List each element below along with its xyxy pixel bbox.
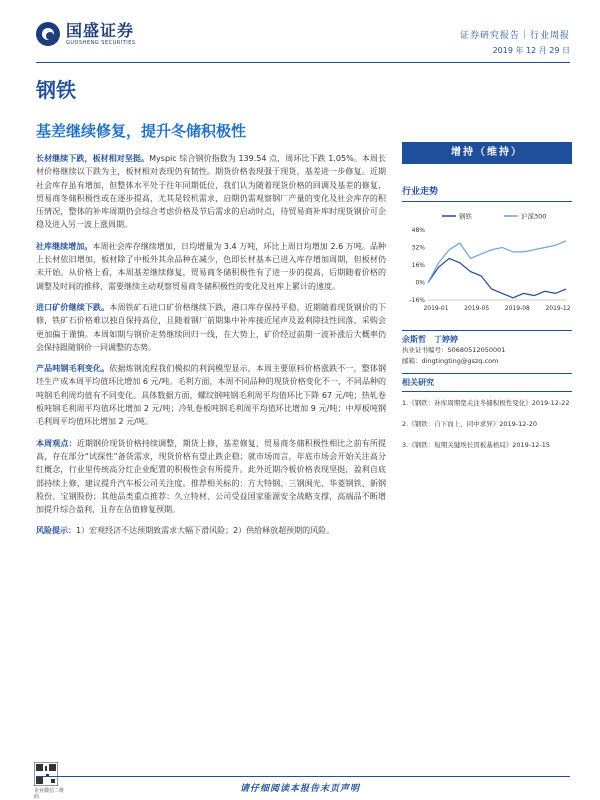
footer-divider xyxy=(36,776,570,777)
paragraph-lead: 本周观点： xyxy=(36,438,77,448)
page-header xyxy=(0,0,600,70)
logo-icon xyxy=(36,22,60,46)
trend-chart xyxy=(402,208,572,318)
paragraph xyxy=(36,301,386,354)
paragraph xyxy=(36,362,386,428)
sidebar xyxy=(402,142,572,461)
y-tick-label: -16% xyxy=(409,297,425,304)
trend-title: 行业走势 xyxy=(402,184,572,202)
paragraph-lead: 进口矿价继续下跌。 xyxy=(36,302,110,312)
series-line xyxy=(428,241,566,283)
related-list xyxy=(402,398,572,451)
y-tick-label: 32% xyxy=(411,244,425,252)
paragraph-text: 近期钢价现货价格持续调整，期货上修，基差修复，贸易商冬储积极性相比之前有所提高，存在部分“试探性”备货需求，现货价格有望止跌企稳；就市场而言，年底市场会开始关注高分红概念，行业里传统高分红企业配置的积极性会有所提升。此外近期冷板价格表现坚挺，盈利自底部持续上修，建议提升汽车板公司关注度。推荐相关标的：方大特钢、三钢闽光、华菱钢铁、新钢股份、宝钢股份；其他品类重点推荐：久立特材、公司受益国家能源安全战略支撑，高端品不断增加提升综合盈利，且存在估值修复预期。 xyxy=(36,438,387,515)
x-tick-label: 2019-01 xyxy=(423,305,449,312)
logo-en-text: GUOSHENG SECURITIES xyxy=(66,40,136,46)
paragraph-text: 本周铁矿石进口矿价格继续下跌，港口库存保持平稳，近期随着现货钢价的下修，铁矿石价格难以独自保持高位，且随着钢厂前期集中补库接近尾声及盈利除技性回落，采购会更加偏于谨慎。本周如期与钢价走势继续回归一线，在大势上，矿价经过前期一波补涨后大概率仍会保持跟随钢价一同调整的态势。 xyxy=(36,302,387,352)
paragraph-lead: 产品吨钢毛利变化。 xyxy=(36,364,110,374)
logo-cn-text: 国盛证券 xyxy=(66,21,135,40)
paragraph-text: Myspic 综合钢价指数为 139.54 点，周环比下跌 1.05%。本周长材价格继续以下跌为主，板材相对表现仍有韧性。期货价格表现强于现货，基差进一步修复。近期社会库存虽有增加，但整体水平处于往年同期低位，我们认为随着现货价格的回调及基差的修复，贸易商冬储积极性或在逐步提高，尤其是较机需求，启期仍需观察钢厂产量的变化及社会库存的积压情况，整体的补库周期仍会综合考虑价格及节后需求的启动时点，待贸易商补库时现货钢价可企稳及进入另一波上涨周期。 xyxy=(36,154,386,230)
report-type: 证券研究报告｜行业周报 xyxy=(459,31,570,41)
email-label: 邮箱： xyxy=(402,357,422,365)
company-logo xyxy=(36,22,136,46)
legend-label: 沪深300 xyxy=(521,212,547,221)
header-divider xyxy=(36,62,570,63)
cert-number: S0680512050001 xyxy=(447,346,506,354)
x-tick-label: 2019-12 xyxy=(545,305,571,312)
author-divider xyxy=(402,330,572,331)
paragraph-lead: 社库继续增加。 xyxy=(36,241,93,251)
paragraph-lead: 长材继续下跌，板材相对坚挺。 xyxy=(36,154,150,163)
paragraph xyxy=(36,152,386,232)
qr-label: 企业微信二维码 xyxy=(34,788,65,800)
rating-badge: 增持（维持） xyxy=(402,142,572,164)
email-address[interactable]: dingtingting@gszq.com xyxy=(421,357,499,365)
cert-line xyxy=(402,345,572,356)
paragraph-text: 依据炼钢流程我们模拟的利润模型显示，本周主要原料价格涨跌不一，整体钢坯生产成本周平均值环比增加 6 元/吨。毛利方面，本周不同品种的现货价格变化不一，不同品种的吨钢毛利周均值有不同变化。具体数据方面，螺纹钢吨钢毛利周平均值环比下降 67 元/吨；热轧卷板吨钢毛利周平均值环比增加 2 元/吨；冷轧卷板吨钢毛利周平均值环比增加 9 元/吨；中厚板吨钢毛利周平均值环比增加 2 元/吨。 xyxy=(36,364,387,427)
industry-title: 钢铁 xyxy=(36,78,76,102)
report-date: 2019 年 12 月 29 日 xyxy=(492,46,570,55)
email-line xyxy=(402,356,572,367)
x-tick-label: 2019-05 xyxy=(464,305,490,312)
related-item[interactable]: 3.《钢铁：短期关键埃长因板基格局》2019-12-15 xyxy=(402,441,550,449)
legend-label: 钢铁 xyxy=(459,212,472,221)
y-tick-label: 48% xyxy=(411,227,425,234)
x-tick-label: 2019-08 xyxy=(504,305,530,312)
author-names: 余斯哲 丁婷婷 xyxy=(402,335,458,344)
y-tick-label: 0% xyxy=(415,279,425,287)
paragraph-lead: 风险提示： xyxy=(36,526,76,536)
report-headline: 基差继续修复，提升冬储积极性 xyxy=(36,122,247,140)
paragraph xyxy=(36,240,386,293)
related-item[interactable]: 1.《钢铁：补库周期宽关注冬储积极性变化》2019-12-22 xyxy=(402,399,570,407)
report-body xyxy=(36,152,386,546)
related-item[interactable]: 2.《钢铁：自下而上，同中求异》2019-12-20 xyxy=(402,420,537,428)
paragraph xyxy=(36,524,386,537)
series-line xyxy=(428,258,566,297)
related-title: 相关研究 xyxy=(402,373,572,392)
paragraph xyxy=(36,437,386,517)
y-tick-label: 16% xyxy=(411,262,425,269)
paragraph-text: 本周社会库存继续增加，日均增量为 3.4 万吨，环比上周日均增加 2.6 万吨。品种上长材依旧增加，板材除了中板外其余品种在减少，色即长材基本已进入库存增加周期，但板材仍未开始。从价格上看，本周基差继续修复，贸易商冬储积极性有了进一步的提高，后期随着价格的调整及时间的推移，需要继续主动观察贸易商冬储积极性的变化及社库上累计的速度。 xyxy=(36,241,386,291)
paragraph-text: 1）宏观经济不达预期致需求大幅下滑风险；2）供给释放超预期的风险。 xyxy=(76,526,335,536)
cert-label: 执业证书编号： xyxy=(402,346,448,354)
footer-disclaimer: 请仔细阅读本报告末页声明 xyxy=(239,784,360,794)
